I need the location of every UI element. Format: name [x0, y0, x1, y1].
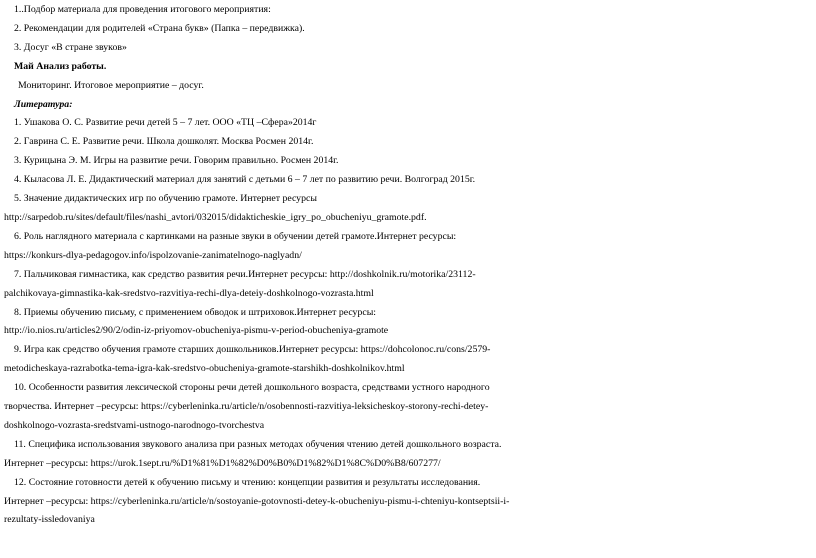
- plan-item-3: 3. Досуг «В стране звуков»: [14, 41, 127, 53]
- literature-line: 10. Особенности развития лексической стороны речи детей дошкольного возраста, средствами устного народного: [14, 382, 490, 394]
- literature-link[interactable]: palchikovaya-gimnastika-kak-sredstvo-razvitiya-rechi-dlya-deteiy-doshkolnogo-vozrasta.html: [4, 287, 374, 299]
- literature-heading: Литература:: [14, 98, 73, 110]
- literature-line: 1. Ушакова О. С. Развитие речи детей 5 – 7 лет. ООО «ТЦ –Сфера»2014г: [14, 117, 317, 129]
- literature-line: Интернет –ресурсы: https://urok.1sept.ru/%D1%81%D1%82%D0%B0%D1%82%D1%8C%D0%B8/607277/: [4, 457, 441, 469]
- plan-item-2: 2. Рекомендации для родителей «Страна букв» (Папка – передвижка).: [14, 22, 305, 34]
- literature-link[interactable]: rezultaty-issledovaniya: [4, 514, 95, 526]
- literature-link[interactable]: doshkolnogo-vozrasta-sredstvami-ustnogo-narodnogo-tvorchestva: [4, 419, 265, 431]
- literature-line: 12. Состояние готовности детей к обучению письму и чтению: концепции развития и результаты исследования.: [14, 476, 481, 488]
- literature-line: творчества. Интернет –ресурсы: https://cyberleninka.ru/article/n/osobennosti-razvitiya-leksicheskoy-storony-rechi-detey-: [4, 401, 489, 413]
- literature-line: 11. Специфика использования звукового анализа при разных методах обучения чтению детей дошкольного возраста.: [14, 438, 502, 450]
- literature-line: 8. Приемы обучению письму, с применением обводок и штриховок.Интернет ресурсы:: [14, 306, 376, 318]
- literature-line: 6. Роль наглядного материала с картинками на разные звуки в обучении детей грамоте.Интернет ресурсы:: [14, 230, 457, 242]
- literature-line: 7. Пальчиковая гимнастика, как средство развития речи.Интернет ресурсы: http://doshkolnik.ru/motorika/23112-: [14, 268, 476, 280]
- literature-link[interactable]: https://konkurs-dlya-pedagogov.info/ispolzovanie-zanimatelnogo-naglyadn/: [4, 249, 302, 261]
- literature-link[interactable]: metodicheskaya-razrabotka-tema-igra-kak-sredstvo-obucheniya-gramote-starshikh-doshkolnikov.html: [4, 363, 405, 375]
- literature-line: 5. Значение дидактических игр по обучению грамоте. Интернет ресурсы: [14, 193, 317, 205]
- literature-line: 9. Игра как средство обучения грамоте старших дошкольников.Интернет ресурсы: https://dohcolonoc.ru/cons/2579-: [14, 344, 491, 356]
- literature-line: 4. Кыласова Л. Е. Дидактический материал для занятий с детьми 6 – 7 лет по развитию речи. Волгоград 2015г.: [14, 174, 476, 186]
- may-heading: Май Анализ работы.: [14, 60, 107, 72]
- may-text: Мониторинг. Итоговое мероприятие – досуг.: [18, 79, 204, 91]
- literature-line: 2. Гаврина С. Е. Развитие речи. Школа дошколят. Москва Росмен 2014г.: [14, 136, 314, 148]
- plan-item-1: 1..Подбор материала для проведения итогового мероприятия:: [14, 4, 271, 15]
- literature-link[interactable]: http://sarpedob.ru/sites/default/files/nashi_avtori/032015/didakticheskie_igry_po_obucheniyu_gramote.pdf.: [4, 211, 427, 223]
- literature-line: Интернет –ресурсы: https://cyberleninka.ru/article/n/sostoyanie-gotovnosti-detey-k-obucheniyu-pismu-i-chteniyu-kontseptsii-i-: [4, 495, 510, 507]
- literature-line: 3. Курицына Э. М. Игры на развитие речи. Говорим правильно. Росмен 2014г.: [14, 155, 339, 167]
- literature-link[interactable]: http://io.nios.ru/articles2/90/2/odin-iz-priyomov-obucheniya-pismu-v-period-obucheniya-gramote: [4, 325, 389, 337]
